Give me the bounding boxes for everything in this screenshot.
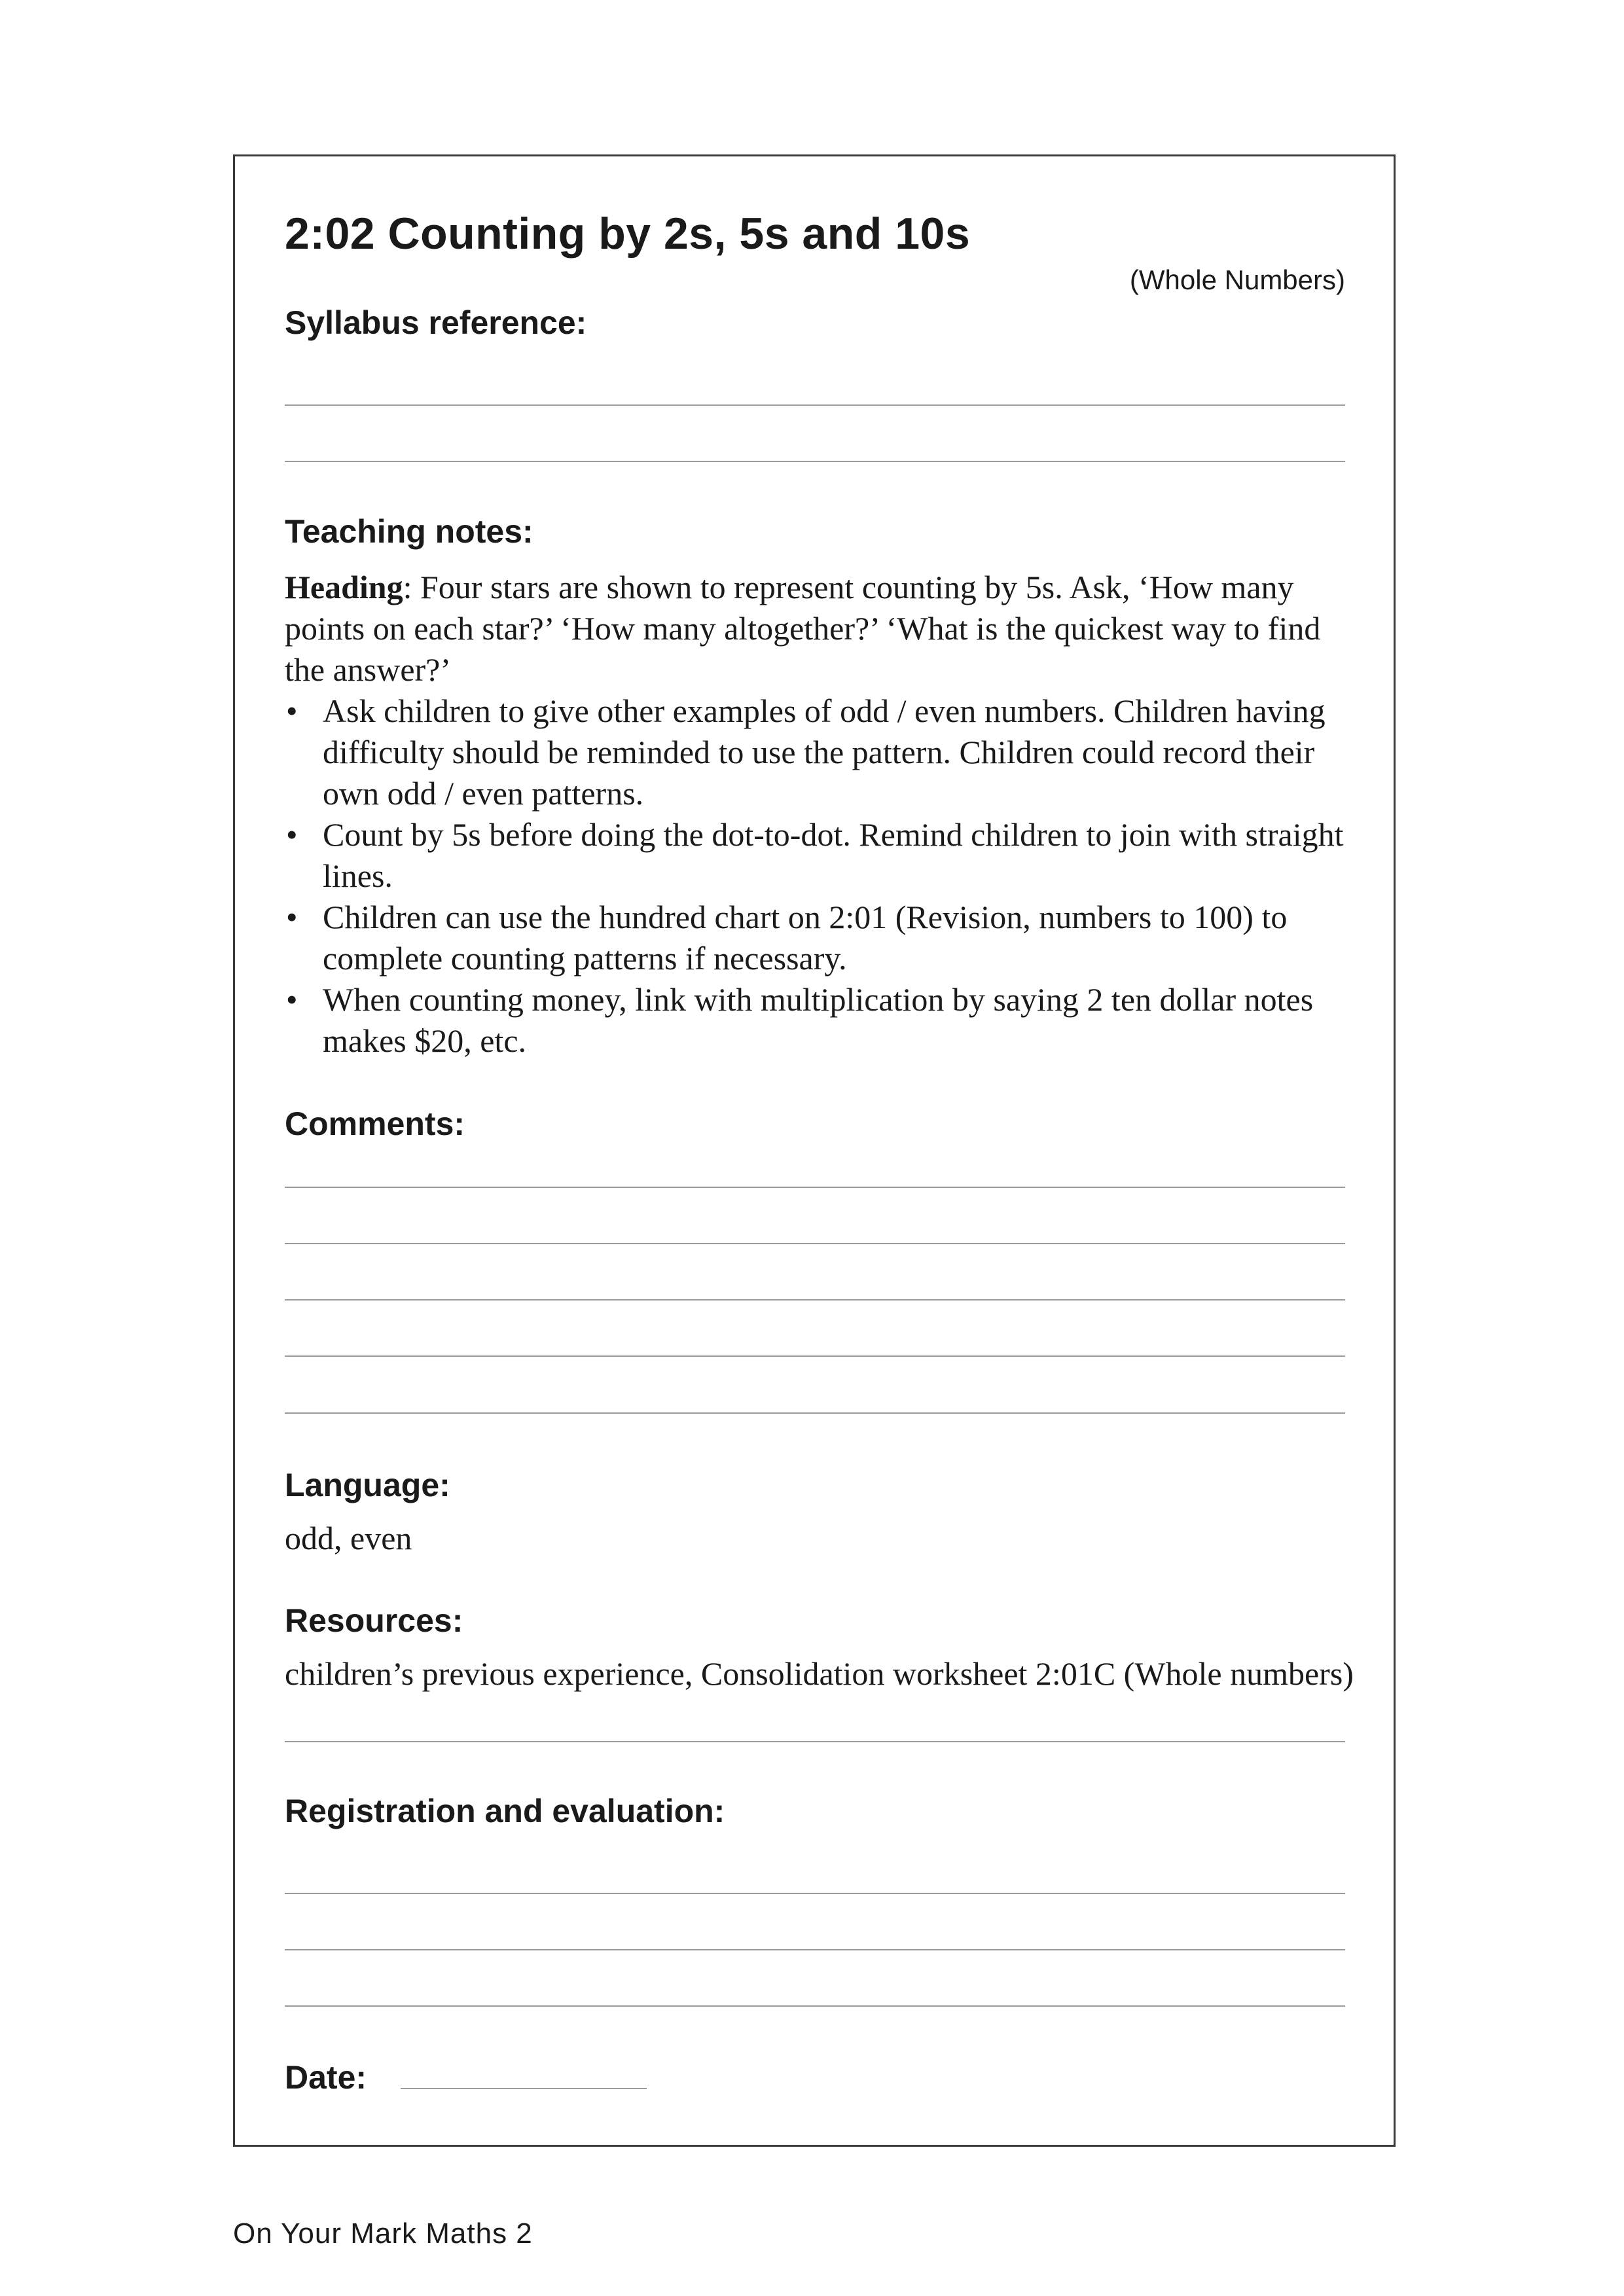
resources-heading: Resources: <box>285 1602 463 1639</box>
list-item: • When counting money, link with multiplication by saying 2 ten dollar notes makes $20, etc. <box>285 979 1348 1062</box>
page-frame <box>233 154 1396 2147</box>
date-line[interactable] <box>401 2088 647 2089</box>
date-label: Date: <box>285 2059 367 2096</box>
comments-line-3[interactable] <box>285 1299 1345 1300</box>
resources-text: children’s previous experience, Consolidation worksheet 2:01C (Whole numbers) <box>285 1655 1354 1692</box>
bullet-icon: • <box>286 816 298 853</box>
list-item: • Ask children to give other examples of odd / even numbers. Children having difficulty should be reminded to use the pattern. Children could record their own odd / even patterns. <box>285 691 1348 814</box>
comments-heading: Comments: <box>285 1105 465 1142</box>
comments-line-1[interactable] <box>285 1187 1345 1188</box>
registration-line-2[interactable] <box>285 1949 1345 1950</box>
page-title: 2:02 Counting by 2s, 5s and 10s <box>285 209 971 259</box>
comments-line-2[interactable] <box>285 1243 1345 1244</box>
syllabus-heading: Syllabus reference: <box>285 304 587 341</box>
comments-line-5[interactable] <box>285 1412 1345 1414</box>
teaching-notes-intro <box>285 567 1348 691</box>
bullet-icon: • <box>286 899 298 935</box>
comments-line-4[interactable] <box>285 1355 1345 1357</box>
intro-text: : Four stars are shown to represent counting by 5s. Ask, ‘How many points on each star?’ ‘How many altogether?’ ‘What is the quickest way to find the answer?’ <box>285 569 1321 688</box>
bullet-icon: • <box>286 981 298 1018</box>
language-heading: Language: <box>285 1467 450 1503</box>
syllabus-line-1[interactable] <box>285 404 1345 406</box>
language-text: odd, even <box>285 1520 412 1556</box>
registration-line-3[interactable] <box>285 2005 1345 2007</box>
footer-text: On Your Mark Maths 2 <box>233 2217 533 2250</box>
list-item: • Children can use the hundred chart on 2:01 (Revision, numbers to 100) to complete counting patterns if necessary. <box>285 897 1348 979</box>
teaching-notes-body <box>285 567 1348 1062</box>
topic-category: (Whole Numbers) <box>1129 264 1345 295</box>
bullet-icon: • <box>286 692 298 729</box>
resources-line[interactable] <box>285 1741 1345 1742</box>
intro-bold-label: Heading <box>285 569 403 605</box>
teaching-notes-list <box>285 691 1348 1062</box>
registration-heading: Registration and evaluation: <box>285 1793 725 1829</box>
registration-line-1[interactable] <box>285 1893 1345 1894</box>
teaching-notes-heading: Teaching notes: <box>285 513 533 550</box>
list-item: • Count by 5s before doing the dot-to-dot. Remind children to join with straight lines. <box>285 814 1348 897</box>
syllabus-line-2[interactable] <box>285 461 1345 462</box>
